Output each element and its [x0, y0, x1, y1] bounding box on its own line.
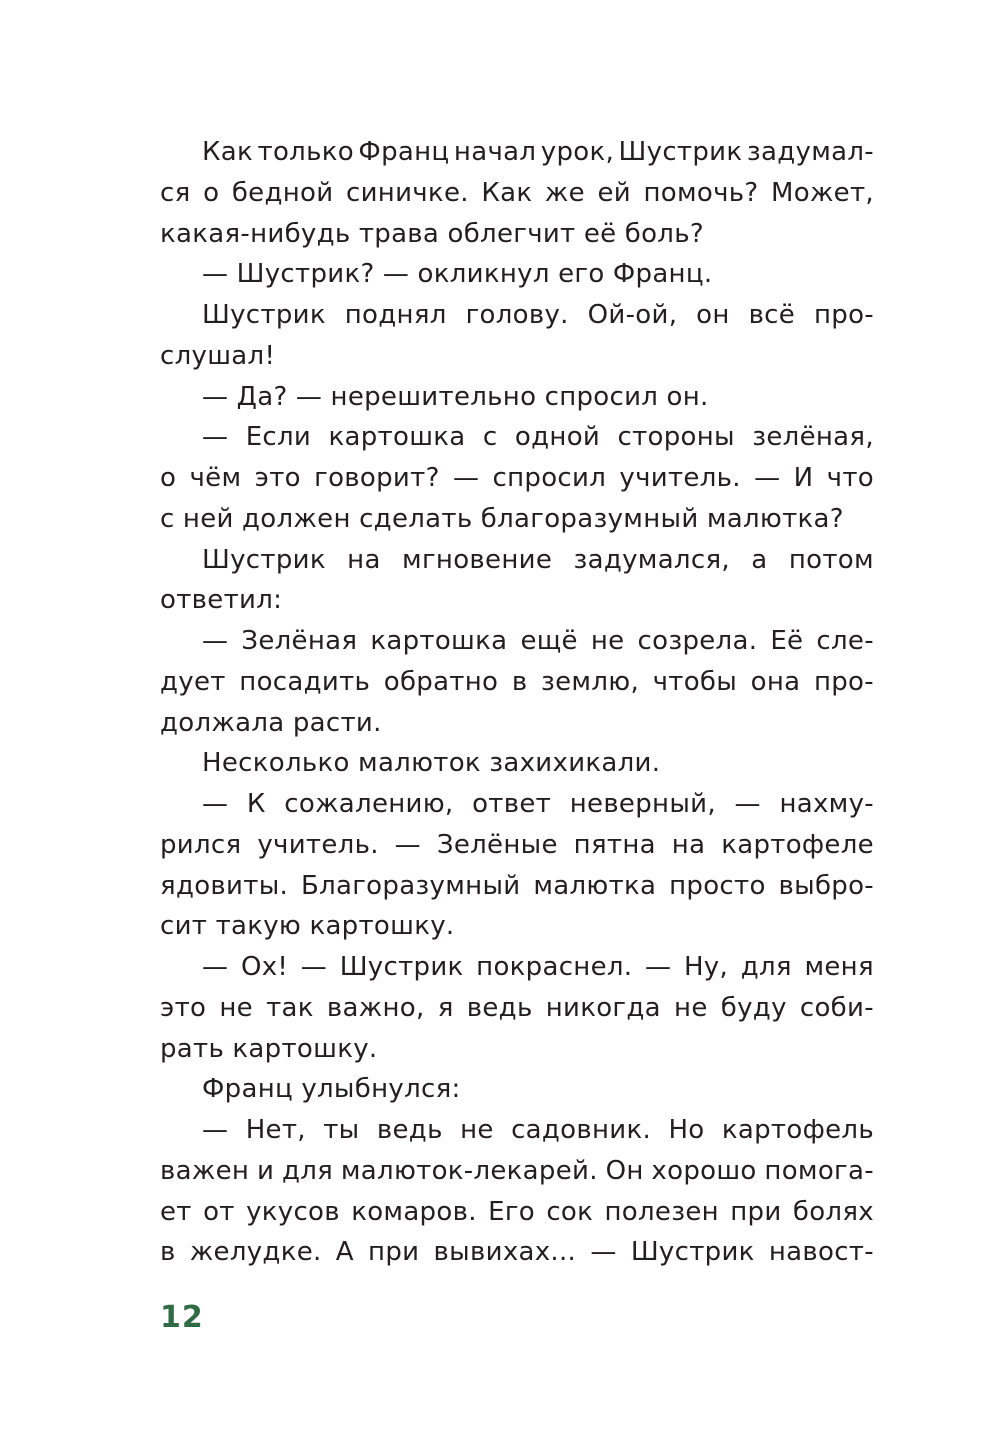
word: Франц. [612, 259, 713, 290]
word: при [368, 1237, 420, 1268]
word: трава [358, 218, 440, 249]
word: картошку. [232, 1033, 378, 1064]
word: про- [813, 666, 874, 697]
word: окликнул [417, 259, 550, 290]
word: с [160, 503, 175, 534]
text-line [160, 540, 874, 581]
word: слушал! [160, 340, 276, 371]
word: созрела. [637, 626, 758, 656]
word: про- [813, 300, 874, 330]
text-line [160, 866, 874, 907]
word: неверный, [569, 789, 716, 819]
text-line [160, 906, 874, 947]
word: это [160, 992, 207, 1023]
text-line [160, 1151, 874, 1192]
word: он [696, 300, 730, 330]
word: навост- [768, 1237, 874, 1268]
word: ведь [376, 1115, 443, 1145]
word: Шустрик [630, 1237, 755, 1268]
word: о [203, 177, 220, 208]
word: малюток [358, 748, 481, 779]
word: — [202, 422, 229, 453]
word: учитель. [619, 463, 741, 493]
word: Да? [236, 381, 288, 412]
word: он. [666, 381, 709, 412]
word: картошку. [309, 911, 455, 942]
word: урок, [540, 137, 615, 167]
word: буду [720, 992, 787, 1023]
word: учитель. [257, 829, 379, 860]
text-line [160, 214, 874, 255]
word: не [674, 992, 708, 1023]
word: Ой-ой, [587, 300, 678, 330]
word: Шустрик? [236, 259, 375, 290]
word: его [558, 259, 605, 290]
word: рать [160, 1033, 225, 1064]
word: должен [242, 503, 351, 534]
word: ней [182, 503, 234, 534]
word: картошка [370, 626, 508, 656]
word: стороны [617, 422, 735, 453]
word: спросил [492, 463, 607, 493]
word: желудке. [189, 1237, 322, 1268]
book-page-text [160, 132, 874, 1273]
word: картофеле [721, 829, 874, 860]
word: сожалению, [284, 789, 454, 819]
text-line [160, 580, 874, 621]
word: сле- [816, 626, 874, 656]
word: малюток-лекарей. [340, 1155, 598, 1186]
word: укусов [246, 1196, 340, 1227]
text-line [160, 703, 874, 744]
word: дует [160, 666, 226, 697]
page-number: 12 [160, 1300, 204, 1335]
text-line [160, 173, 874, 214]
word: хорошо [651, 1155, 757, 1186]
word: Её [770, 626, 804, 656]
word: же [544, 177, 585, 208]
word: улыбнулся: [301, 1074, 461, 1105]
word: Если [245, 422, 312, 453]
word: в [511, 666, 528, 697]
word: только [257, 137, 354, 167]
text-line [160, 621, 874, 662]
word: это [254, 463, 301, 493]
word: — [590, 1237, 617, 1268]
word: не [219, 992, 253, 1023]
word: при [730, 1196, 782, 1227]
text-line [160, 784, 874, 825]
word: К [246, 789, 266, 819]
word: нахму- [779, 789, 874, 819]
word: ся [160, 177, 191, 208]
text-line [160, 662, 874, 703]
word: рился [160, 829, 242, 860]
word: зелёная, [752, 422, 874, 453]
word: бедной [231, 177, 334, 208]
text-line [160, 1029, 874, 1070]
text-line [160, 1110, 874, 1151]
word: о [160, 463, 177, 493]
word: Шустрик [202, 300, 326, 330]
word: — [382, 259, 410, 290]
text-line [160, 295, 874, 336]
word: Несколько [202, 748, 350, 779]
word: — [202, 1115, 229, 1145]
word: — [202, 626, 229, 656]
word: выбро- [778, 870, 874, 901]
word: землю, [541, 666, 640, 697]
text-line [160, 743, 874, 784]
text-line [160, 825, 874, 866]
word: ей [597, 177, 631, 208]
word: я [437, 992, 454, 1023]
word: и [256, 1155, 275, 1186]
word: полезен [604, 1196, 719, 1227]
text-line [160, 499, 874, 540]
word: нерешительно [330, 381, 537, 412]
word: — [300, 952, 328, 982]
word: задумал- [746, 137, 874, 167]
word: — [295, 381, 323, 412]
word: Как [202, 137, 253, 167]
word: — [202, 259, 229, 290]
word: — [754, 463, 781, 493]
word: Шустрик [339, 952, 464, 982]
word: малютка? [706, 503, 844, 534]
word: говорит? [314, 463, 440, 493]
word: чём [189, 463, 242, 493]
word: Шустрик [618, 137, 743, 167]
word: Может, [771, 177, 874, 208]
word: картошка [328, 422, 466, 453]
word: задумался, [573, 544, 730, 575]
word: Он [605, 1155, 644, 1186]
word: чтобы [652, 666, 738, 697]
word: не [460, 1115, 494, 1145]
text-line [160, 132, 874, 173]
word: сок [546, 1196, 594, 1227]
word: мгновение [402, 544, 553, 575]
word: пятна [573, 829, 656, 860]
word: так [266, 992, 314, 1023]
word: поднял [344, 300, 447, 330]
text-line [160, 1192, 874, 1233]
word: — [734, 789, 761, 819]
word: Франц [358, 137, 450, 167]
word: болях [792, 1196, 874, 1227]
word: а [751, 544, 768, 575]
word: благоразумный [480, 503, 699, 534]
word: на [671, 829, 706, 860]
word: меня [804, 952, 874, 982]
word: ты [323, 1115, 360, 1145]
word: никогда [545, 992, 661, 1023]
word: Зелёная [241, 626, 358, 656]
text-line [160, 947, 874, 988]
word: захихикали. [489, 748, 661, 779]
word: ведь [466, 992, 533, 1023]
word: ответ [472, 789, 552, 819]
word: сит [160, 911, 208, 942]
word: Шустрик [202, 544, 326, 575]
word: боль? [624, 218, 704, 249]
word: Зелёные [436, 829, 558, 860]
word: ет [160, 1196, 192, 1227]
word: она [750, 666, 801, 697]
word: от [203, 1196, 235, 1227]
word: И [793, 463, 814, 493]
word: — [645, 952, 672, 982]
word: — [452, 463, 480, 493]
word: Его [488, 1196, 535, 1227]
word: Как [481, 177, 533, 208]
text-line [160, 377, 874, 418]
word: ядовиты. [160, 870, 289, 901]
word: с [482, 422, 498, 453]
text-line [160, 988, 874, 1029]
word: спросил [544, 381, 659, 412]
text-line [160, 1069, 874, 1110]
word: её [583, 218, 617, 249]
word: А [335, 1237, 354, 1268]
word: голову. [465, 300, 569, 330]
word: — [202, 381, 229, 412]
word: Но [668, 1115, 705, 1145]
word: — [202, 952, 229, 982]
word: вывихах... [433, 1237, 577, 1268]
word: на [347, 544, 381, 575]
word: малютка [533, 870, 657, 901]
word: Нет, [245, 1115, 306, 1145]
word: потом [788, 544, 874, 575]
word: какая-нибудь [160, 218, 351, 249]
word: сделать [359, 503, 473, 534]
word: начал [453, 137, 537, 167]
word: комаров. [351, 1196, 477, 1227]
word: расти. [292, 707, 382, 738]
word: покраснел. [476, 952, 633, 982]
word: — [202, 789, 229, 819]
word: картофель [721, 1115, 874, 1145]
word: такую [215, 911, 302, 942]
word: Благоразумный [300, 870, 521, 901]
word: помочь? [643, 177, 759, 208]
word: ответил: [160, 585, 283, 616]
word: Франц [202, 1074, 294, 1105]
text-line [160, 254, 874, 295]
word: садовник. [511, 1115, 652, 1145]
word: для [281, 1155, 334, 1186]
word: в [160, 1237, 176, 1268]
text-line [160, 458, 874, 499]
word: Ох! [240, 952, 289, 982]
word: ещё [520, 626, 578, 656]
word: для [740, 952, 792, 982]
word: что [826, 463, 874, 493]
text-line [160, 417, 874, 458]
word: всё [748, 300, 796, 330]
word: важно, [326, 992, 425, 1023]
text-line [160, 336, 874, 377]
word: просто [669, 870, 766, 901]
word: не [590, 626, 625, 656]
word: одной [514, 422, 601, 453]
word: обратно [383, 666, 499, 697]
word: Ну, [683, 952, 729, 982]
word: должала [160, 707, 285, 738]
word: посадить [239, 666, 371, 697]
word: — [394, 829, 421, 860]
word: облегчит [447, 218, 576, 249]
word: синичке. [345, 177, 469, 208]
text-line [160, 1232, 874, 1273]
word: помога- [764, 1155, 874, 1186]
word: важен [160, 1155, 250, 1186]
word: соби- [799, 992, 874, 1023]
